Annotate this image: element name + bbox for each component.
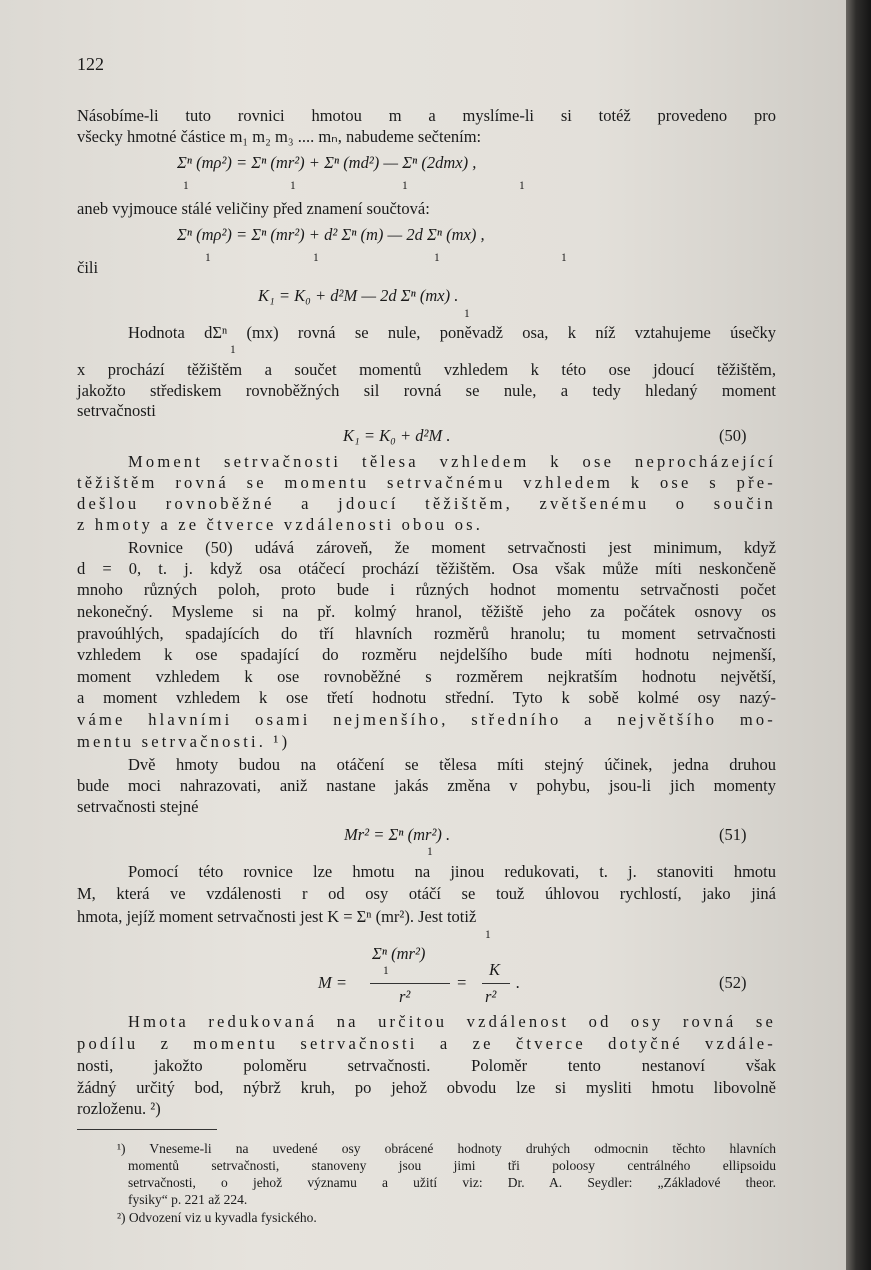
para5-line-1: Dvě hmoty budou na otáčení se tělesa míti stejný účinek, jedna druhou [128,755,776,774]
eq6-equals: = [456,973,468,992]
para4-line-8: a moment vzhledem k ose třetí hodnotu střední. Tyto k sobě kolmé osy nazý- [77,688,776,707]
eq1-index-a: 1 [183,180,189,192]
para4-line-2: d = 0, t. j. když osa otáčecí prochází těžištěm. Osa však může míti neskončeně [77,559,776,578]
para4-line-3: mnoho různých poloh, proto bude i různých hodnot momentu setrvačnosti počet [77,580,776,599]
equation-5: Mr² = Σⁿ (mr²) . [344,825,451,844]
para4-line-5: pravoúhlých, spadajících do tří hlavních rozměrů hranolu; tu moment setrvačnosti [77,624,776,643]
eq2-index-a: 1 [205,252,211,264]
eq6-index: 1 [383,965,389,977]
para3-line-3: dešlou rovnoběžné a jdoucí těžištěm, zvětšenému o součin [77,494,776,513]
para4-line-7: moment vzhledem k ose rovnoběžné s rozměrem nejkratším hodnotu největší, [77,667,776,686]
para2-index: 1 [230,344,236,356]
para7-line-5: rozloženu. ²) [77,1099,161,1118]
text-cili: čili [77,258,99,277]
footnote-1-line-4: fysiky“ p. 221 až 224. [128,1192,248,1207]
eq1-index-c: 1 [402,180,408,192]
eq3-index: 1 [464,308,470,320]
para6-index: 1 [485,929,491,941]
para4-line-10: mentu setrvačnosti. ¹) [77,732,291,751]
para6-line-2: M, která ve vzdálenosti r od osy otáčí se touž úhlovou rychlostí, jako jiná [77,884,776,903]
para5-line-2: bude moci nahrazovati, aniž nastane jakás změna v pohybu, jsou-li jich momenty [77,776,776,795]
para4-line-9: váme hlavními osami nejmenšího, středního a největšího mo- [77,710,776,729]
eq6-numerator-2: K [489,960,501,979]
eq6-fraction-bar-1 [370,983,450,984]
footnote-1-line-3: setrvačnosti, o jehož významu a užití viz: Dr. A. Seydler: „Základové theor. [128,1175,776,1190]
equation-6-number: (52) [719,973,747,992]
eq1-index-b: 1 [290,180,296,192]
eq6-denominator-1: r² [399,987,411,1006]
para7-line-3: nosti, jakožto poloměru setrvačnosti. Poloměr tento nestanoví však [77,1056,776,1075]
equation-5-number: (51) [719,825,747,844]
para5-line-3: setrvačnosti stejné [77,797,199,816]
para3-line-1: Moment setrvačnosti tělesa vzhledem k ose neprocházející [128,452,776,471]
para4-line-4: nekonečný. Mysleme si na př. kolmý hranol, těžiště jeho za počátek osnovy os [77,602,776,621]
eq6-numerator-1: Σⁿ (mr²) [372,944,426,963]
para1-line-1: Násobíme-li tuto rovnici hmotou m a myslíme-li si totéž provedeno pro [77,106,776,125]
eq6-period: . [516,973,521,992]
para2-line-2: x prochází těžištěm a součet momentů vzhledem k této ose jdoucí těžištěm, [77,360,776,379]
equation-4-number: (50) [719,426,747,445]
para1-line-2: všecky hmotné částice m₁ m₂ m₃ .... mₙ, nabudeme sečtením: [77,127,482,146]
para6-line-1: Pomocí této rovnice lze hmotu na jinou redukovati, t. j. stanoviti hmotu [128,862,776,881]
equation-2: Σⁿ (mρ²) = Σⁿ (mr²) + d² Σⁿ (m) — 2d Σⁿ (mx) , [177,225,485,244]
eq1-index-d: 1 [519,180,525,192]
equation-1: Σⁿ (mρ²) = Σⁿ (mr²) + Σⁿ (md²) — Σⁿ (2dmx) , [177,153,477,172]
eq2-index-c: 1 [434,252,440,264]
footnote-2: ²) Odvození viz u kyvadla fysického. [117,1210,317,1225]
eq6-fraction-bar-2 [482,983,510,984]
eq2-index-d: 1 [561,252,567,264]
footnote-1-line-2: momentů setrvačnosti, stanoveny jsou jimi tři poloosy centrálného ellipsoidu [128,1158,776,1173]
eq6-lhs: M = [318,973,348,992]
para4-line-1: Rovnice (50) udává zároveň, že moment setrvačnosti jest minimum, když [128,538,776,557]
para2-line-3: jakožto střediskem rovnoběžných sil rovná se nule, a tedy hledaný moment [77,381,776,400]
page-edge-shadow [846,0,871,1270]
para7-line-2: podílu z momentu setrvačnosti a ze čtverce dotyčné vzdále- [77,1034,776,1053]
footnote-rule [77,1129,217,1130]
eq2-index-b: 1 [313,252,319,264]
para3-line-4: z hmoty a ze čtverce vzdálenosti obou os. [77,515,484,534]
text-aneb: aneb vyjmouce stálé veličiny před znamení součtová: [77,199,430,218]
equation-3: K₁ = K₀ + d²M — 2d Σⁿ (mx) . [258,286,459,305]
page-number: 122 [77,54,104,74]
para2-line-4: setrvačnosti [77,401,156,420]
equation-4: K₁ = K₀ + d²M . [343,426,451,445]
footnote-1-line-1: ¹) Vneseme-li na uvedené osy obrácené hodnoty druhých odmocnin těchto hlavních [117,1141,776,1156]
para7-line-4: žádný určitý bod, nýbrž kruh, po jehož obvodu lze si mysliti hmotu libovolně [77,1078,776,1097]
eq6-denominator-2: r² [485,987,497,1006]
para6-line-3: hmota, jejíž moment setrvačnosti jest K = Σⁿ (mr²). Jest totiž [77,907,477,926]
para2-line-1: Hodnota dΣⁿ (mx) rovná se nule, poněvadž osa, k níž vztahujeme úsečky [128,323,776,342]
para3-line-2: těžištěm rovná se momentu setrvačnému vzhledem k ose s pře- [77,473,776,492]
para7-line-1: Hmota redukovaná na určitou vzdálenost od osy rovná se [128,1012,776,1031]
para4-line-6: vzhledem k ose spadající do rozměru nejdelšího bude míti hodnotu nejmenší, [77,645,776,664]
eq5-index: 1 [427,846,433,858]
